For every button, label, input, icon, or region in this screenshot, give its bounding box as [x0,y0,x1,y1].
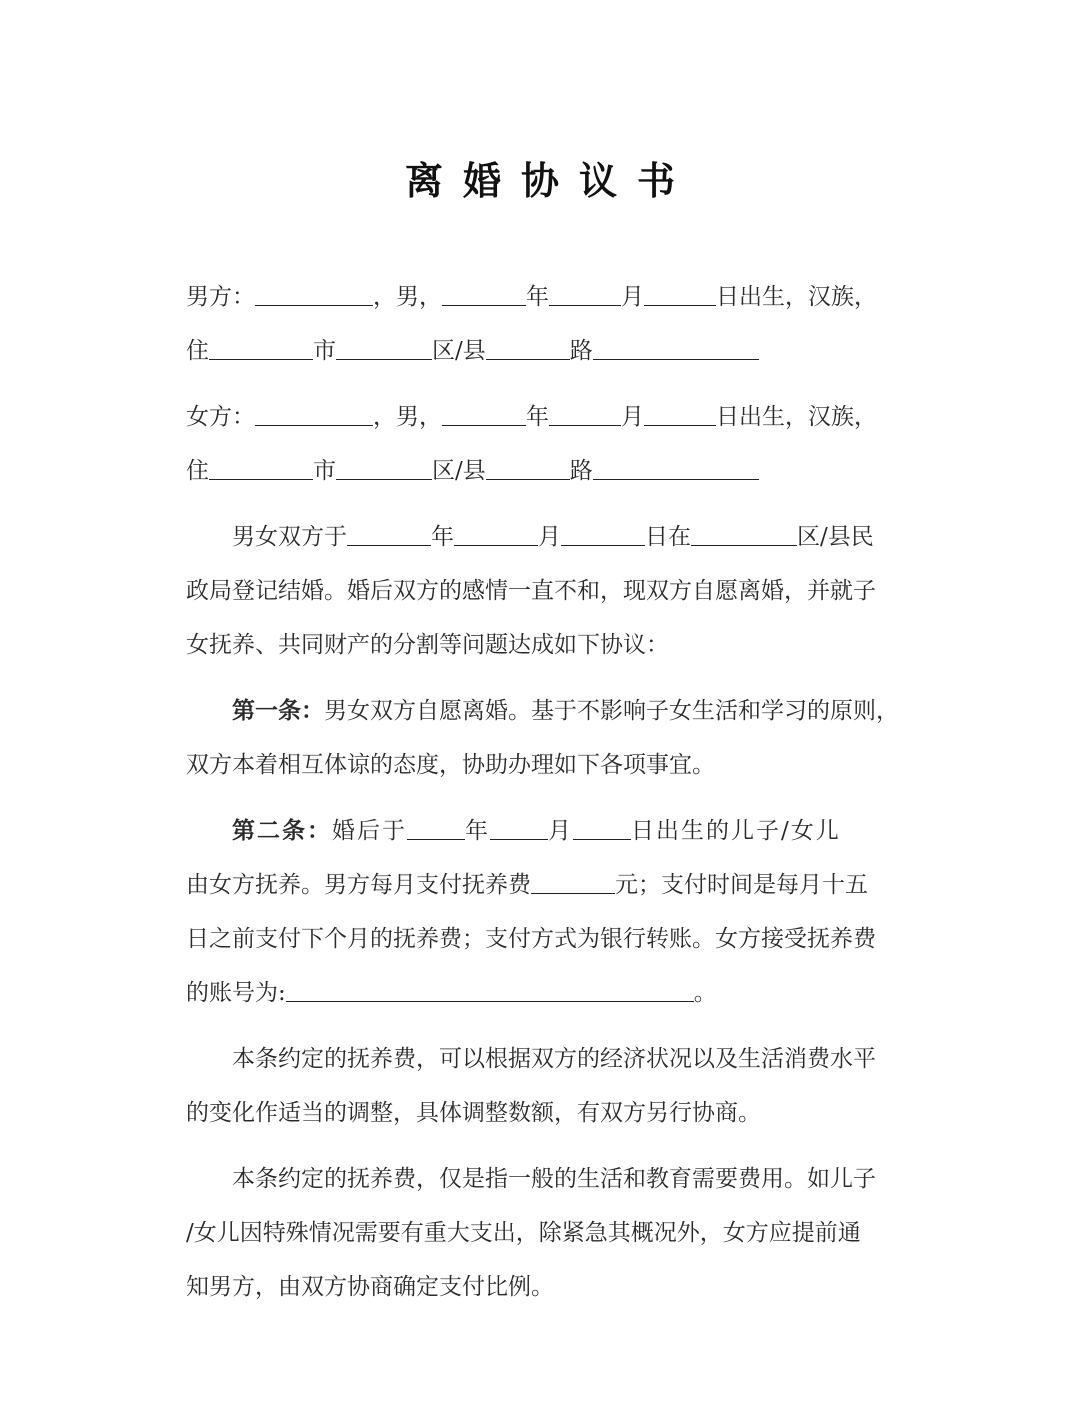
female-sex-text: ，男， [373,404,442,430]
male-sex-text: ，男， [373,284,442,310]
marriage-district-blank[interactable] [691,523,797,546]
male-birth-month-blank[interactable] [549,283,621,306]
article-2-line-4 [186,978,906,1008]
male-birth-day-blank[interactable] [644,283,716,306]
female-month-text: 月 [621,404,644,430]
marriage-month-blank[interactable] [454,523,538,546]
female-district-blank[interactable] [336,457,432,480]
intro-start-text: 男女双方于 [232,524,347,550]
scope-line-1: 本条约定的抚养费，仅是指一般的生活和教育需要费用。如儿子 [232,1166,876,1192]
account-number-blank[interactable] [286,979,694,1002]
intro-line-3: 女抚养、共同财产的分割等问题达成如下协议： [186,632,669,658]
female-road-text: 路 [569,458,593,484]
female-city-blank[interactable] [209,457,313,480]
account-label: 的账号为: [186,980,286,1006]
article-1-line-1 [186,696,906,726]
male-road-number-blank[interactable] [593,337,759,360]
adjust-line-2: 的变化作适当的调整，具体调整数额，有双方另行协商。 [186,1100,761,1126]
female-label: 女方： [186,404,255,430]
article-2-line-1 [186,816,906,846]
adjust-line-1: 本条约定的抚养费，可以根据双方的经济状况以及生活消费水平 [232,1046,876,1072]
marriage-year-blank[interactable] [347,523,431,546]
male-city-text: 市 [313,338,336,364]
male-name-blank[interactable] [255,283,373,306]
article-2-year-text: 年 [465,818,490,844]
female-live-text: 住 [186,458,209,484]
male-label: 男方： [186,284,255,310]
child-support-amount-blank[interactable] [531,871,615,894]
article-1-heading: 第一条： [232,697,324,724]
article-2-heading: 第二条： [232,817,332,844]
female-name-blank[interactable] [255,403,373,426]
male-road-text: 路 [569,338,593,364]
article-2-month-text: 月 [548,818,573,844]
marriage-day-blank[interactable] [561,523,645,546]
article-1-text: 男女双方自愿离婚。基于不影响子女生活和学习的原则， [324,698,899,724]
article-2-payment-time-text: 元；支付时间是每月十五 [615,872,868,898]
female-birth-year-blank[interactable] [442,403,526,426]
child-birth-day-blank[interactable] [573,817,631,840]
male-year-text: 年 [526,284,549,310]
article-2-line-3: 日之前支付下个月的抚养费；支付方式为银行转账。女方接受抚养费 [186,926,876,952]
male-road-name-blank[interactable] [486,337,570,360]
male-birth-text: 日出生，汉族， [716,284,877,310]
article-2-support-text: 由女方抚养。男方每月支付抚养费 [186,872,531,898]
child-birth-year-blank[interactable] [407,817,465,840]
female-district-text: 区/县 [432,458,486,484]
intro-district-text: 区/县民 [797,524,874,550]
male-party-line-2 [186,336,906,366]
intro-year-text: 年 [431,524,454,550]
account-period: 。 [693,980,717,1006]
male-live-text: 住 [186,338,209,364]
female-road-name-blank[interactable] [486,457,570,480]
intro-month-text: 月 [538,524,561,550]
female-city-text: 市 [313,458,336,484]
article-2-child-text: 日出生的儿子/女儿 [631,818,841,844]
child-birth-month-blank[interactable] [490,817,548,840]
female-road-number-blank[interactable] [593,457,759,480]
male-month-text: 月 [621,284,644,310]
female-birth-day-blank[interactable] [644,403,716,426]
male-birth-year-blank[interactable] [442,283,526,306]
female-birth-text: 日出生，汉族， [716,404,877,430]
intro-line-1 [186,522,906,552]
document-title: 离婚协议书 [404,158,695,203]
male-district-text: 区/县 [432,338,486,364]
article-2-after-text: 婚后于 [332,818,407,844]
female-party-line-2 [186,456,906,486]
male-party-line-1 [186,282,906,312]
article-1-line-2: 双方本着相互体谅的态度，协助办理如下各项事宜。 [186,752,715,778]
female-birth-month-blank[interactable] [549,403,621,426]
male-city-blank[interactable] [209,337,313,360]
intro-line-2: 政局登记结婚。婚后双方的感情一直不和，现双方自愿离婚，并就子 [186,578,876,604]
article-2-line-2 [186,870,906,900]
scope-line-3: 知男方，由双方协商确定支付比例。 [186,1274,554,1300]
scope-line-2: /女儿因特殊情况需要有重大支出，除紧急其概况外，女方应提前通 [186,1220,861,1246]
male-district-blank[interactable] [336,337,432,360]
female-year-text: 年 [526,404,549,430]
female-party-line-1 [186,402,906,432]
intro-day-text: 日在 [645,524,691,550]
